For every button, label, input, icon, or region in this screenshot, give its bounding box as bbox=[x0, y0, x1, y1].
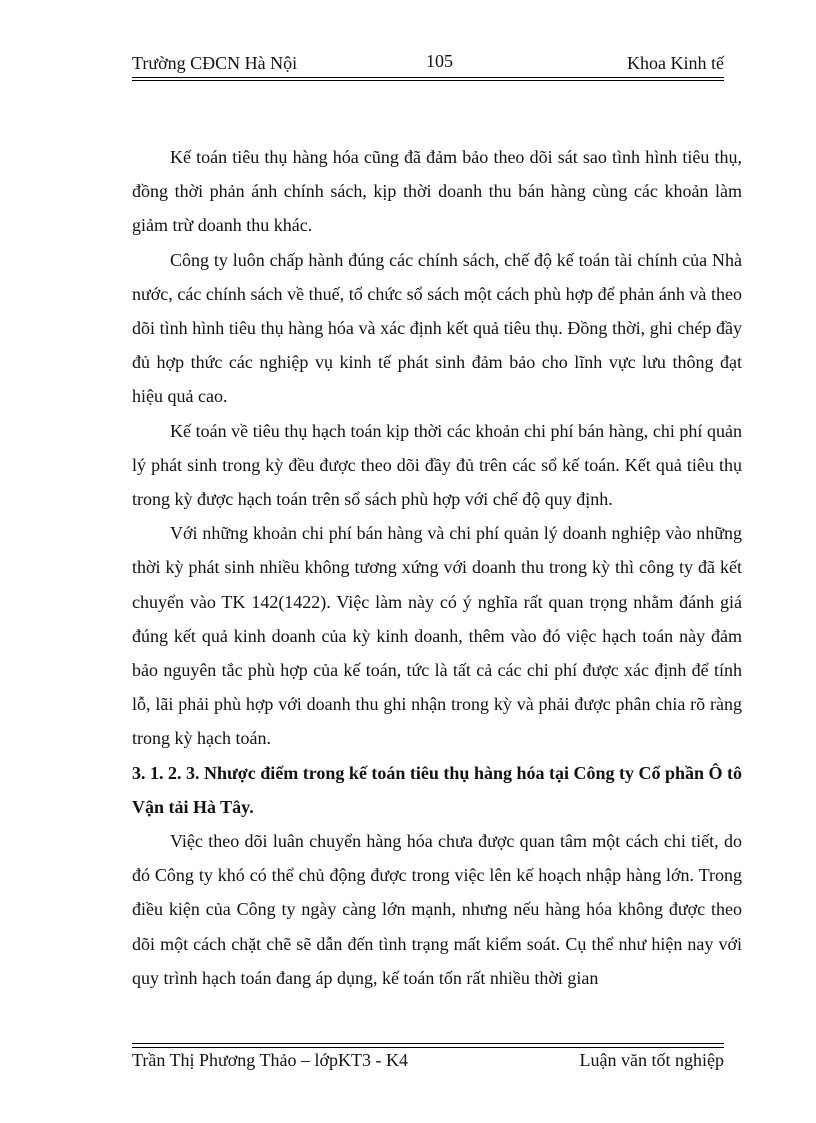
paragraph-3: Kế toán về tiêu thụ hạch toán kịp thời các khoản chi phí bán hàng, chi phí quản lý phát sinh trong kỳ đều được theo dõi đầy đủ trên các sổ kế toán. Kết quả tiêu thụ trong kỳ được hạch toán trên sổ sách phù hợp với chế độ quy định. bbox=[132, 420, 742, 510]
paragraph-1: Kế toán tiêu thụ hàng hóa cũng đã đảm bảo theo dõi sát sao tình hình tiêu thụ, đồng thời phản ánh chính sách, kịp thời doanh thu bán hàng cùng các khoản làm giảm trừ doanh thu khác. bbox=[132, 147, 742, 236]
paragraph-5: Việc theo dõi luân chuyển hàng hóa chưa được quan tâm một cách chi tiết, do đó Công ty khó có thể chủ động được trong việc lên kế hoạch nhập hàng lớn. Trong điều kiện của Công ty ngày càng lớn mạnh, nhưng nếu hàng hóa không được theo dõi một cách chặt chẽ sẽ dẫn đến tình trạng mất kiểm soát. Cụ thể như hiện nay với quy trình hạch toán đang áp dụng, kế toán tốn rất nhiều thời gian bbox=[132, 831, 742, 988]
footer-author: Trần Thị Phương Thảo – lớpKT3 - K4 bbox=[132, 1050, 408, 1070]
header-school: Trường CĐCN Hà Nội bbox=[132, 53, 298, 73]
paragraph-2: Công ty luôn chấp hành đúng các chính sách, chế độ kế toán tài chính của Nhà nước, các chính sách về thuế, tổ chức sổ sách một cách phù hợp để phản ánh và theo dõi tình hình tiêu thụ hàng hóa và xác định kết quả tiêu thụ. Đồng thời, ghi chép đầy đủ hợp thức các nghiệp vụ kinh tế phát sinh đảm bảo cho lĩnh vực lưu thông đạt hiệu quả cao. bbox=[132, 249, 742, 407]
section-heading: 3. 1. 2. 3. Nhược điểm trong kế toán tiêu thụ hàng hóa tại Công ty Cổ phần Ô tô Vận tải Hà Tây. bbox=[132, 762, 743, 817]
document-body bbox=[132, 140, 742, 995]
page-number: 105 bbox=[426, 51, 453, 71]
paragraph-4: Với những khoản chi phí bán hàng và chi phí quản lý doanh nghiệp vào những thời kỳ phát sinh nhiều không tương xứng với doanh thu trong kỳ thì công ty đã kết chuyển vào TK 142(1422). Việc làm này có ý nghĩa rất quan trọng nhằm đánh giá đúng kết quả kinh doanh của kỳ kinh doanh, thêm vào đó việc hạch toán này đảm bảo nguyên tắc phù hợp của kế toán, tức là tất cả các chi phí được xác định để tính lỗ, lãi phải phù hợp với doanh thu ghi nhận trong kỳ và phải được phân chia rõ ràng trong kỳ hạch toán. bbox=[132, 523, 742, 749]
footer-doc-type: Luận văn tốt nghiệp bbox=[579, 1050, 724, 1070]
page-header bbox=[132, 50, 724, 78]
footer-rule bbox=[132, 1043, 724, 1048]
page-footer bbox=[132, 1050, 724, 1074]
header-rule bbox=[132, 77, 724, 81]
header-faculty: Khoa Kinh tế bbox=[627, 53, 724, 73]
